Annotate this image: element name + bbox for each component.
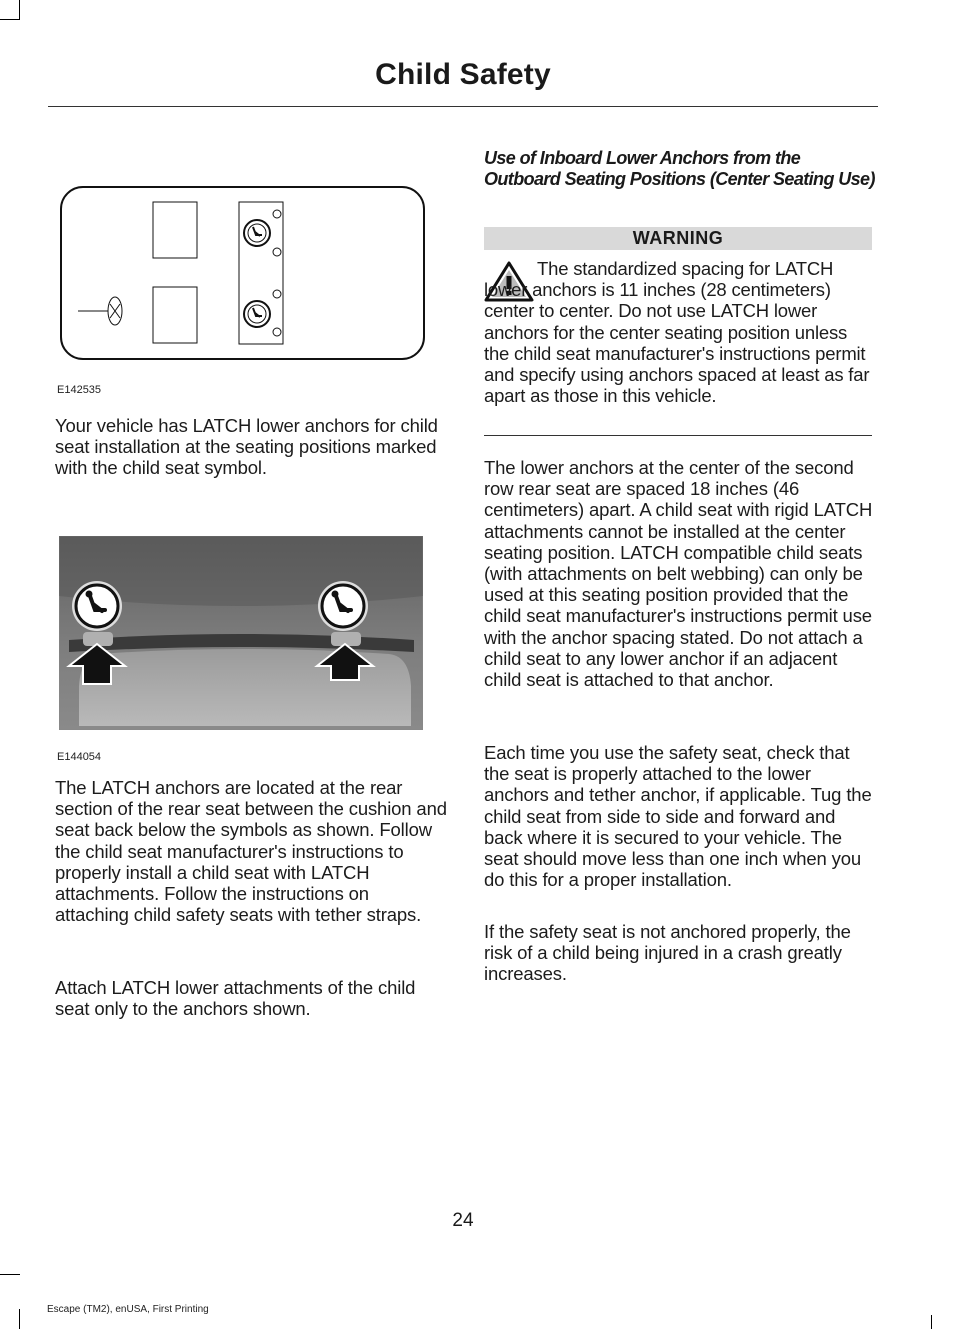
body-paragraph: The LATCH anchors are located at the rear section of the rear seat between the cushion and seat back below the symbols as shown. Follow the child seat manufacturer's instructions to properly install a child seat with LATCH attachments. Follow the instructions on attaching child safety seats with tether straps. bbox=[55, 777, 447, 926]
child-seat-icon bbox=[244, 220, 270, 246]
crop-mark bbox=[19, 0, 20, 20]
crop-mark bbox=[19, 1309, 20, 1329]
figure-caption: E142535 bbox=[57, 384, 102, 396]
warning-label: WARNING bbox=[484, 227, 872, 250]
section-heading: Use of Inboard Lower Anchors from the Outboard Seating Positions (Center Seating Use) bbox=[484, 148, 875, 189]
crop-mark bbox=[0, 19, 20, 20]
warning-divider bbox=[484, 435, 872, 436]
child-seat-icon bbox=[244, 301, 270, 327]
figure-caption: E144054 bbox=[57, 751, 102, 763]
body-paragraph: Attach LATCH lower attachments of the child seat only to the anchors shown. bbox=[55, 977, 416, 1020]
warning-text: The standardized spacing for LATCH lower anchors is 11 inches (28 centimeters) center to center. Do not use LATCH lower anchors for the center seating position unless the child seat manufacturer's instructions permit and specify using anchors spaced at least as far apart as those in this vehicle. bbox=[484, 258, 870, 407]
crop-mark bbox=[931, 1315, 932, 1329]
rear-seat-photo bbox=[59, 536, 423, 730]
body-paragraph: The lower anchors at the center of the second row rear seat are spaced 18 inches (46 centimeters) apart. A child seat with rigid LATCH attachments cannot be installed at the center seating position. LATCH compatible child seats (with attachments on belt webbing) can only be used at this seating position provided that the child seat manufacturer's instructions permit use with the anchor spacing stated. Do not attach a child seat to any lower anchor if an adjacent child seat is attached to that anchor. bbox=[484, 457, 873, 691]
seat-layout-diagram bbox=[60, 186, 425, 360]
page-number: 24 bbox=[452, 1210, 474, 1231]
body-paragraph: If the safety seat is not anchored properly, the risk of a child being injured in a crash greatly increases. bbox=[484, 921, 851, 985]
title-divider bbox=[48, 106, 878, 107]
child-seat-icon bbox=[72, 581, 122, 631]
page-title: Child Safety bbox=[375, 58, 551, 91]
body-paragraph: Your vehicle has LATCH lower anchors for child seat installation at the seating positions marked with the child seat symbol. bbox=[55, 415, 438, 479]
child-seat-icon bbox=[318, 581, 368, 631]
footer-edition: Escape (TM2), enUSA, First Printing bbox=[47, 1304, 209, 1315]
body-paragraph: Each time you use the safety seat, check that the seat is properly attached to the lower anchors and tether anchor, if applicable. Tug the child seat from side to side and forward and back where it is secured to your vehicle. The seat should move less than one inch when you do this for a proper installation. bbox=[484, 742, 872, 891]
crop-mark bbox=[0, 1274, 20, 1275]
